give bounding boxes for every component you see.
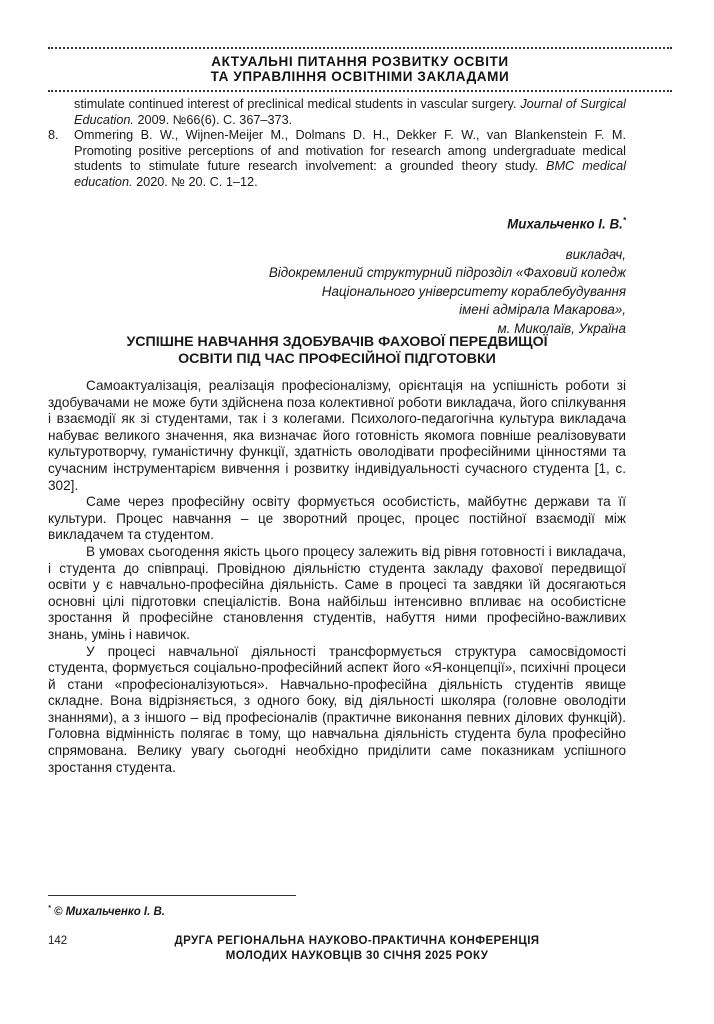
footnote — [48, 905, 165, 918]
paragraph-4: У процесі навчальної діяльності трансформується структура самосвідомості студента, формується соціально-професійний аспект його «Я-концепції», психічні процеси й стани «професіоналізуються». Навчально-професійна діяльність студентів явище складне. Вона відрізняється, з одного боку, від діяльності школяра (головне оволодіти знаннями), а з іншого – від професіоналів (практичне виконання певних ділових функцій). Головна відмінність полягає в тому, що навчальна діяльність студента була професійно спрямована. Велику увагу сьогодні необхідно приділити саме показникам успішного зростання студента. — [48, 643, 626, 775]
author-name: Михальченко І. В.* — [507, 216, 626, 232]
article-title — [48, 334, 626, 368]
reference-list — [48, 97, 626, 191]
article-title-line-1: УСПІШНЕ НАВЧАННЯ ЗДОБУВАЧІВ ФАХОВОЇ ПЕРЕДВИЩОЇ — [126, 334, 548, 350]
article-body — [48, 378, 626, 776]
paragraph-3: В умовах сьогодення якість цього процесу залежить від рівня готовності і викладача, і студента до співпраці. Провідною діяльністю студента закладу фахової передвищої освіти у є навчально-професійна діяльність. Саме в процесі та завдяки їй досягаються основні цілі підготовки спеціалістів. Вона найбільш інтенсивно впливає на особистісне зростання й професійне становлення студентів, набуття ними професійно-важливих знань, умінь і навичок. — [48, 543, 626, 642]
footnote-text: © Михальченко І. В. — [53, 905, 166, 918]
footnote-separator — [48, 895, 296, 896]
conference-line-2: МОЛОДИХ НАУКОВЦІВ 30 СІЧНЯ 2025 РОКУ — [225, 950, 489, 962]
author-affiliation-line-3: імені адмірала Макарова», — [459, 302, 626, 318]
conference-info — [48, 934, 626, 964]
running-header-line-2: ТА УПРАВЛІННЯ ОСВІТНІМИ ЗАКЛАДАМИ — [210, 69, 510, 84]
reference-8: 8. Ommering B. W., Wijnen-Meijer M., Dolmans D. H., Dekker F. W., van Blankenstein F. M. Promoting positive perceptions of and motivation for research among undergraduate medical students to stimulate future research involvement: a grounded theory study. BMC medical education. 2020. № 20. С. 1–12. — [48, 128, 627, 189]
author-affiliation-line-2: Національного університету кораблебудування — [321, 283, 626, 299]
author-position: викладач, — [565, 246, 626, 262]
footnote-mark: * — [48, 905, 51, 912]
running-header-line-1: АКТУАЛЬНІ ПИТАННЯ РОЗВИТКУ ОСВІТИ — [211, 54, 509, 69]
page-footer — [48, 934, 626, 964]
header-top-rule — [48, 47, 672, 49]
author-city: м. Миколаїв, Україна — [497, 320, 626, 336]
paragraph-1: Самоактуалізація, реалізація професіоналізму, орієнтація на успішність роботи зі здобувачами не може бути здійснена поза колективної роботи викладача, його спілкування і взаємодії як зі студентами, так і з колегами. Психолого-педагогічна культура викладача набуває великого значення, яка визначає його готовність якомога повніше реалізовувати культуротворчу, гуманістичну функції, здатність оволодівати професійними цінностями та сучасним інструментарієм вивчення і розвитку індивідуальності сучасного студента [1, с. 302]. — [48, 378, 626, 493]
author-footnote-mark: * — [622, 216, 626, 225]
article-title-line-2: ОСВІТИ ПІД ЧАС ПРОФЕСІЙНОЇ ПІДГОТОВКИ — [178, 351, 496, 367]
author-block — [269, 212, 626, 338]
author-affiliation-line-1: Відокремлений структурний підрозділ «Фаховий коледж — [268, 265, 626, 281]
page-number: 142 — [48, 935, 68, 947]
reference-8-number: 8. — [48, 128, 59, 143]
reference-7-continuation: stimulate continued interest of preclinical medical students in vascular surgery. Journal of Surgical Education. 2009. №66(6). С. 367–373. — [74, 97, 626, 127]
reference-8-journal: BMC medical education. — [74, 159, 627, 189]
paragraph-2: Саме через професійну освіту формується особистість, майбутнє держави та її культури. Процес навчання – це зворотний процес, процес постійної взаємодії між викладачем та студентом. — [48, 494, 626, 543]
reference-7-journal: Journal of Surgical Education. — [74, 97, 626, 127]
running-header — [48, 54, 672, 84]
header-bottom-rule — [48, 90, 672, 92]
conference-line-1: ДРУГА РЕГІОНАЛЬНА НАУКОВО-ПРАКТИЧНА КОНФЕРЕНЦІЯ — [174, 935, 540, 947]
